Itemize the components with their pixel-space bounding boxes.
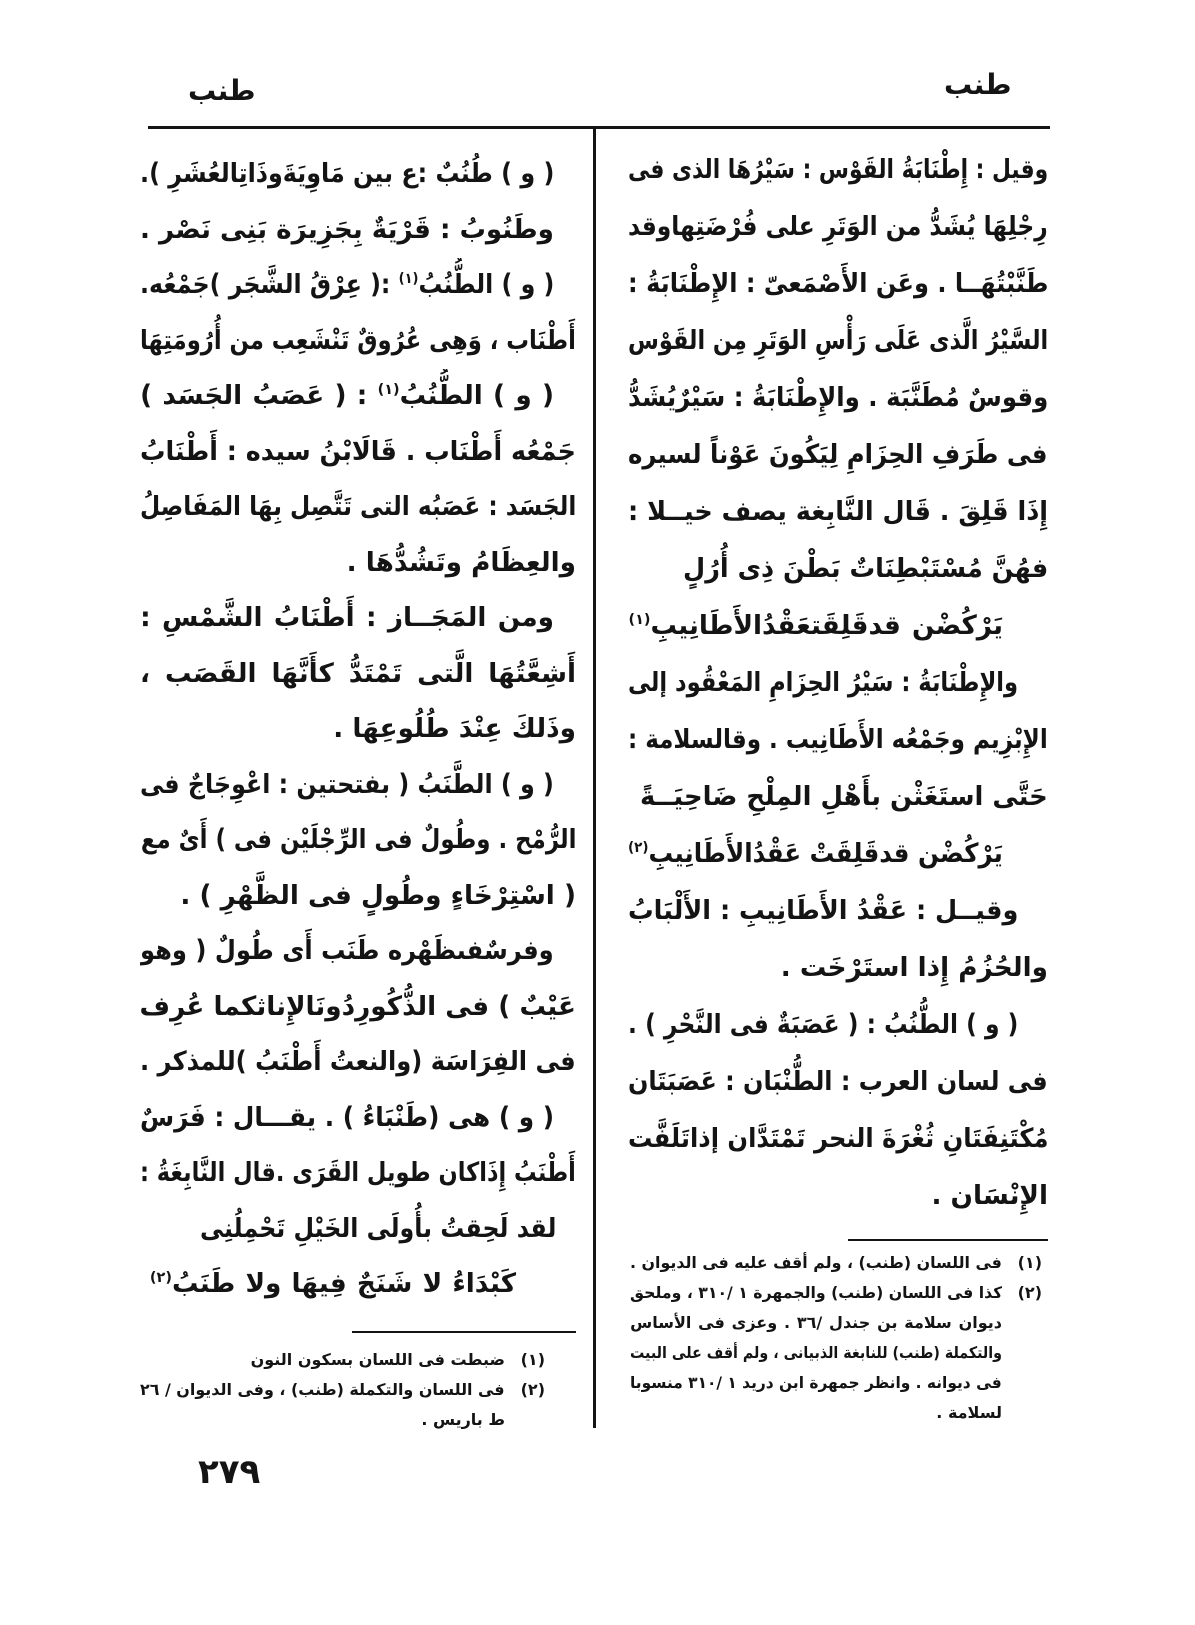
line-text: وذَلكَ عِنْدَ طُلُوعِهَا . bbox=[333, 714, 576, 744]
line-text: الجَسَد : عَصَبُه التى تَتَّصِل بِهَا المَفَاصِلُ bbox=[140, 492, 576, 522]
text-line bbox=[628, 313, 1048, 370]
entry-line bbox=[628, 997, 1048, 1054]
line-text: ( و ) هى (طَنْبَاءُ ) . يقـــال : فَرَسٌ bbox=[140, 1102, 554, 1133]
line-text: مُكْتَنِفَتَانِ ثُغْرَةَ النحر تَمْتَدَّان إذاتَلَفَّت bbox=[628, 1124, 1048, 1154]
verse-line bbox=[628, 769, 1048, 826]
footnote-text: لسلامة . bbox=[936, 1403, 1002, 1422]
line-text: ( اسْتِرْخَاءٍ وطُولٍ فى الظَّهْرِ ) . bbox=[180, 880, 576, 911]
footnote-ref: (١) bbox=[398, 270, 419, 287]
running-head-left: طنب bbox=[188, 74, 256, 107]
line-text: : ( عَصَبُ الجَسَد ) bbox=[140, 381, 378, 411]
line-text: ( و ) طُنُبٌ :ع بين مَاوِيَةَوذَاتِالعُشَرِ ). bbox=[140, 159, 554, 189]
footnote-text: ديوان سلامة بن جندل /٣٦ . وعزى فى الأساس bbox=[630, 1313, 1002, 1332]
line-text: :( عِرْقُ الشَّجَر )جَمْعُه. bbox=[140, 270, 399, 300]
footnote-text: فى اللسان والتكملة (طنب) ، وفى الديوان / ٢٦ bbox=[140, 1380, 505, 1399]
text-line bbox=[140, 869, 576, 925]
footnote bbox=[630, 1278, 1042, 1428]
line-text: السَّيْرُ الَّذى عَلَى رَأْسِ الوَتَرِ مِن القَوْس bbox=[628, 326, 1048, 356]
footnote-line bbox=[630, 1278, 1002, 1308]
entry-line bbox=[140, 258, 576, 314]
verse-content bbox=[628, 598, 1003, 655]
footnote-text: ط باريس . bbox=[421, 1410, 505, 1429]
footnote-text: كذا فى اللسان (طنب) والجمهرة ١ /٣١٠ ، وملحق bbox=[630, 1283, 1002, 1302]
text-line bbox=[140, 980, 576, 1036]
line-text: وقوسٌ مُطَنَّبَة . والإِطْنَابَةُ : سَيْرٌيُشَدُّ bbox=[628, 383, 1048, 413]
line-text: فى طَرَفِ الحِزَامِ لِيَكُونَ عَوْناً لسيره bbox=[628, 440, 1048, 470]
running-head-right: طنب bbox=[944, 68, 1012, 101]
line-text: جَمْعُه أَطْنَاب . قَالَابْنُ سيده : أَطْنَابُ bbox=[140, 436, 576, 467]
footnote-body bbox=[630, 1248, 1002, 1278]
line-text: أَشِعَّتُهَا الَّتى تَمْتَدُّ كأَنَّهَا القَصَب ، bbox=[140, 658, 576, 689]
entry-line bbox=[140, 1091, 576, 1147]
text-line bbox=[140, 314, 576, 370]
line-text: رِجْلِهَا يُشَدُّ من الوَتَرِ على فُرْضَتِهاوقد bbox=[628, 212, 1048, 242]
verse-text: لقد لَحِقتُ بأُولَى الخَيْلِ تَحْمِلُنِى bbox=[199, 1213, 556, 1244]
text-line bbox=[140, 1146, 576, 1202]
line-text: الإِبْزِيم وجَمْعُه الأَطَانِيب . وقالسلامة : bbox=[628, 725, 1048, 755]
footnote bbox=[140, 1345, 545, 1375]
text-line bbox=[140, 203, 576, 259]
text-line bbox=[628, 1111, 1048, 1168]
line-text: عَيْبٌ ) فى الذُّكُورِدُونَالإِناثكما عُرِف bbox=[140, 991, 576, 1022]
text-line bbox=[628, 427, 1048, 484]
footnotes-left bbox=[140, 1345, 545, 1435]
line-text: ( و ) الطُّنُبُ : ( عَصَبَةٌ فى النَّحْرِ ) . bbox=[628, 1010, 1018, 1040]
footnote-marker: (١) bbox=[1017, 1253, 1042, 1272]
text-line bbox=[140, 647, 576, 703]
footnote bbox=[140, 1375, 545, 1435]
text-line bbox=[140, 1035, 576, 1091]
text-line bbox=[628, 712, 1048, 769]
line-text: وقيل : إِطْنَابَةُ القَوْس : سَيْرُهَا الذى فى bbox=[628, 155, 1048, 185]
text-line bbox=[628, 199, 1048, 256]
text-line bbox=[628, 256, 1048, 313]
column-right bbox=[628, 142, 1048, 1225]
line-text: فى الفِرَاسَة (والنعتُ أَطْنَبُ )للمذكر . bbox=[140, 1047, 576, 1077]
footnote-line bbox=[140, 1405, 505, 1435]
text-line bbox=[628, 142, 1048, 199]
footnote-marker: (٢) bbox=[520, 1380, 545, 1399]
column-divider bbox=[593, 126, 596, 1428]
footnote-ref: (١) bbox=[628, 611, 651, 628]
text-line bbox=[628, 1168, 1048, 1225]
footnote-ref: (١) bbox=[377, 381, 400, 398]
line-content bbox=[140, 369, 554, 425]
line-text: طَنَّبْتُهَــا . وعَن الأَصْمَعىّ : الإِطْنَابَةُ : bbox=[628, 269, 1048, 299]
text-line bbox=[628, 940, 1048, 997]
footnote-text: فى اللسان (طنب) ، ولم أقف عليه فى الديوان . bbox=[630, 1253, 1002, 1272]
entry-line bbox=[140, 758, 576, 814]
footnote-line bbox=[140, 1375, 505, 1405]
footnote-rule bbox=[352, 1331, 576, 1333]
line-content bbox=[140, 258, 554, 314]
text-line bbox=[140, 480, 576, 536]
line-text: وطَنُوبُ : قَرْيَةٌ بِجَزِيرَة بَنِى نَصْر . bbox=[140, 214, 554, 245]
text-line bbox=[628, 1054, 1048, 1111]
line-text: أَطْنَاب ، وَهِى عُرُوقٌ تَنْشَعِب من أُرُومَتِهَا bbox=[140, 325, 576, 356]
line-text: الإِنْسَان . bbox=[931, 1181, 1048, 1211]
verse-line bbox=[140, 1202, 576, 1258]
verse-content bbox=[628, 826, 1003, 883]
line-text: وفرسٌفىظَهْره طَنَب أَى طُولٌ ( وهو bbox=[140, 936, 554, 966]
footnote bbox=[630, 1248, 1042, 1278]
footnotes-right bbox=[630, 1248, 1042, 1428]
footnote-line bbox=[630, 1248, 1002, 1278]
footnote-ref: (٢) bbox=[149, 1269, 172, 1286]
verse-text: يَرْكُضْن قدقَلِقَتْ عَقْدُالأَطَانِيبِ bbox=[648, 839, 1003, 869]
verse-line bbox=[628, 826, 1048, 883]
footnote-line bbox=[140, 1345, 505, 1375]
line-text: إِذَا قَلِقَ . قَال النَّابِغة يصف خيــلا : bbox=[628, 497, 1048, 527]
line-text: ( و ) الطُّنُبُ bbox=[418, 270, 554, 300]
footnote-body bbox=[140, 1345, 505, 1375]
line-text: ( و ) الطَّنَبُ ( بفتحتين : اعْوِجَاجٌ فى bbox=[140, 769, 554, 800]
footnote-line bbox=[630, 1338, 1002, 1368]
footnote-text: والتكملة (طنب) للنابغة الذبيانى ، ولم أقف على البيت bbox=[630, 1343, 1002, 1362]
text-line bbox=[628, 883, 1048, 940]
line-text: فى لسان العرب : الطُّنْبَان : عَصَبَتَان bbox=[628, 1067, 1048, 1097]
verse-text: كَبْدَاءُ لا شَنَجٌ فِيهَا ولا طَنَبُ bbox=[171, 1269, 516, 1299]
verse-line bbox=[140, 1257, 576, 1313]
page-number: ٢٧٩ bbox=[198, 1452, 261, 1492]
footnote-marker: (١) bbox=[520, 1350, 545, 1369]
verse-text: حَتَّى استَغَثْن بأَهْلِ المِلْحِ ضَاحِيَــةً bbox=[640, 782, 1048, 812]
verse-text: فهُنَّ مُسْتَبْطِنَاتٌ بَطْنَ ذِى أُرُلٍ bbox=[682, 554, 1048, 584]
text-line bbox=[140, 591, 576, 647]
text-line bbox=[140, 702, 576, 758]
text-line bbox=[140, 536, 576, 592]
footnote-rule bbox=[848, 1239, 1048, 1241]
footnote-line bbox=[630, 1368, 1002, 1398]
text-line bbox=[140, 924, 576, 980]
footnote-body bbox=[630, 1278, 1002, 1428]
text-line bbox=[140, 425, 576, 481]
verse-line bbox=[628, 598, 1048, 655]
top-rule bbox=[148, 126, 1050, 129]
text-line bbox=[628, 484, 1048, 541]
footnote-body bbox=[140, 1375, 505, 1435]
footnote-text: ضبطت فى اللسان بسكون النون bbox=[250, 1350, 505, 1369]
line-text: الرُّمْح . وطُولٌ فى الرِّجْلَيْن فى ) أَىٌ مع bbox=[140, 825, 576, 855]
line-text: والحُزُمُ إِذا استَرْخَت . bbox=[780, 953, 1048, 983]
line-text: أَطْنَبُ إِذَاكان طويل القَرَى .قال النَّابِغَةُ : bbox=[140, 1158, 576, 1188]
footnote-line bbox=[630, 1398, 1002, 1428]
line-text: وقيــل : عَقْدُ الأَطَانِيبِ : الأَلْبَابُ bbox=[628, 896, 1018, 926]
column-left bbox=[140, 147, 576, 1313]
line-text: ومن المَجَــاز : أَطْنَابُ الشَّمْسِ : bbox=[140, 603, 554, 633]
footnote-text: فى ديوانه . وانظر جمهرة ابن دريد ١ /٣١٠ منسوبا bbox=[630, 1373, 1002, 1392]
footnote-marker: (٢) bbox=[1017, 1283, 1042, 1302]
footnote-ref: (٢) bbox=[628, 839, 649, 856]
verse-text: يَرْكُضْن قدقَلِقَتعَقْدُالأَطَانِيبِ bbox=[650, 611, 1003, 641]
entry-line bbox=[140, 147, 576, 203]
text-line bbox=[628, 370, 1048, 427]
line-text: والإِطْنَابَةُ : سَيْرُ الحِزَامِ المَعْقُود إلى bbox=[628, 668, 1018, 698]
text-line bbox=[140, 813, 576, 869]
verse-content bbox=[150, 1257, 516, 1313]
text-line bbox=[628, 655, 1048, 712]
line-text: والعِظَامُ وتَشُدُّهَا . bbox=[346, 547, 576, 578]
footnote-line bbox=[630, 1308, 1002, 1338]
entry-line bbox=[140, 369, 576, 425]
line-text: ( و ) الطُّنُبُ bbox=[399, 381, 554, 411]
verse-line bbox=[628, 541, 1048, 598]
